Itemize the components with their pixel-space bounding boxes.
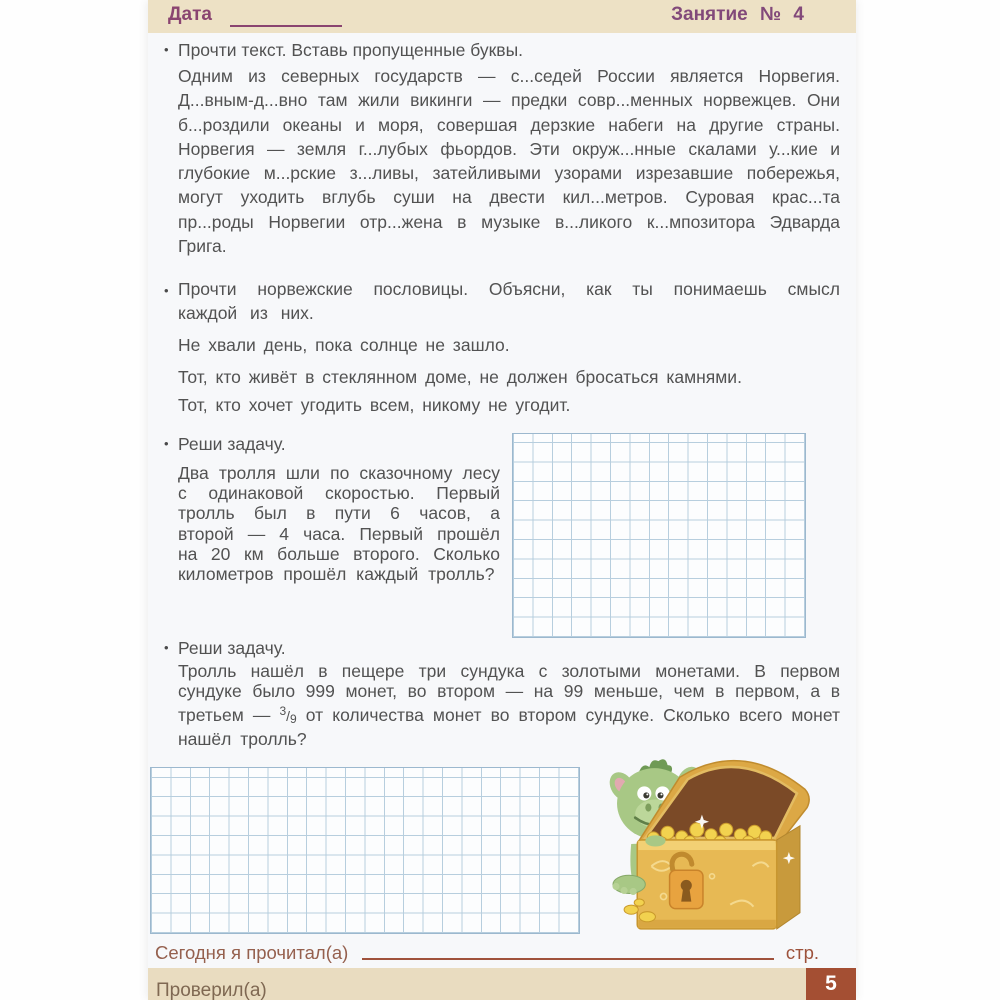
proverb: Не хвали день, пока солнце не зашло. — [178, 335, 510, 355]
bullet-icon: • — [164, 640, 169, 655]
reading-log-suffix: стр. — [785, 942, 819, 963]
lesson-title: Занятие № 4 — [671, 4, 804, 25]
reading-log — [155, 942, 819, 964]
task1-text: Одним из северных государств — с...седей России является Норвегия. Д...вным-д...вно там жили викинги — предки совр...менных норвежцев. Они б...роздили океаны и моря, совершая дерзкие набеги на другие страны. Норвегия — земля г...лубых фьордов. Эти окруж...нные скалами у...кие и глубокие м...рские з...ливы, затейливыми узорами изрезавшие побережья, могут уходить вглубь суши на двести кил...метров. Суровая крас...та пр...роды Норвегии отр...жена в музыке в...ликого к...мпозитора Эдварда Грига. — [178, 66, 840, 257]
task4-instruction-text: Реши задачу. — [178, 638, 286, 658]
troll-treasure-chest-illustration — [600, 755, 816, 941]
task1-instruction-text: Прочти текст. Вставь пропущенные буквы. — [178, 40, 524, 60]
date-blank-line[interactable] — [230, 25, 342, 27]
checked-by-label: Проверил(а) — [156, 980, 267, 1000]
fraction-denominator: 9 — [290, 711, 297, 726]
solution-grid-1[interactable] — [512, 433, 806, 638]
task3-text: Два тролля шли по сказочному лесу с одинаковой скоростью. Первый тролль был в пути 6 часов, а второй — 4 часа. Первый прошёл на 20 км больше второго. Сколько километров прошёл каждый тролль? — [178, 463, 500, 585]
troll-hand — [645, 835, 665, 846]
proverb: Тот, кто живёт в стеклянном доме, не должен бросаться камнями. — [178, 367, 742, 387]
task4-text — [178, 662, 840, 750]
workbook-page — [148, 0, 856, 1000]
task2-instruction-text: Прочти норвежские пословицы. Объясни, как ты понимаешь смысл каждой из них. — [178, 279, 840, 323]
reading-log-label: Сегодня я прочитал(а) — [155, 942, 349, 963]
task4-instruction — [164, 638, 518, 659]
date-label: Дата — [168, 4, 212, 25]
footer-band — [148, 968, 856, 1000]
fraction-slash: / — [286, 707, 291, 724]
bullet-icon: • — [164, 42, 169, 57]
task1-instruction — [164, 40, 842, 61]
header-band — [148, 0, 856, 33]
task4-text-before: Тролль нашёл в пещере три сундука с золотыми монетами. В первом сундуке было 999 монет, во втором — на 99 меньше, чем в первом, а в третьем — — [178, 661, 840, 725]
bullet-icon: • — [164, 283, 169, 298]
proverb: Тот, кто хочет угодить всем, никому не угодит. — [178, 395, 571, 415]
task3-instruction — [164, 434, 518, 455]
task2-instruction — [164, 277, 840, 325]
solution-grid-2[interactable] — [150, 767, 580, 934]
bullet-icon: • — [164, 436, 169, 451]
reading-log-blank-line[interactable] — [362, 957, 774, 960]
fraction-three-ninths — [279, 705, 296, 725]
page-number-badge: 5 — [806, 968, 856, 1000]
fraction-numerator: 3 — [279, 703, 287, 718]
task4-text-after: от количества монет во втором сундуке. Сколько всего монет нашёл тролль? — [178, 704, 840, 749]
task3-instruction-text: Реши задачу. — [178, 434, 286, 454]
